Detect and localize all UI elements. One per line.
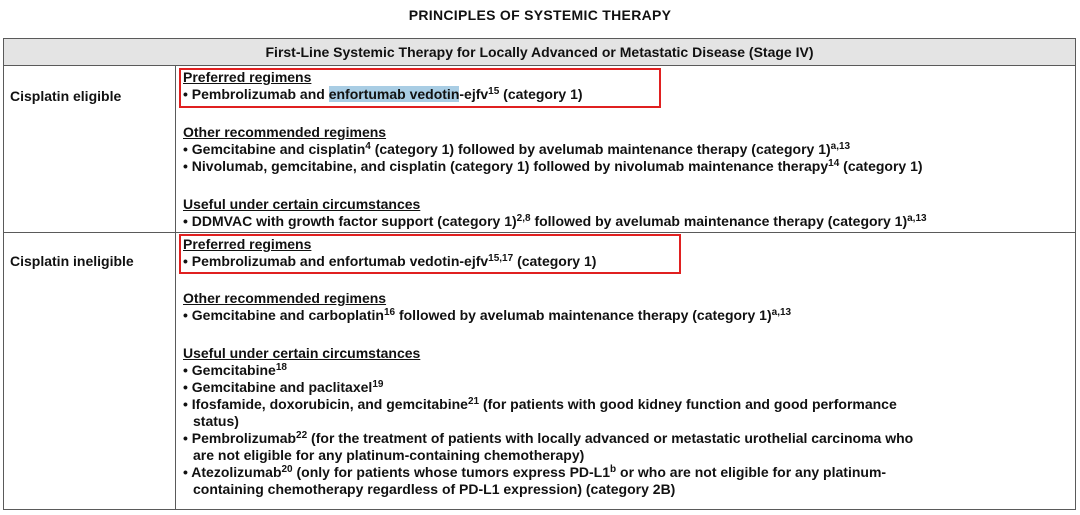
therapy-table — [3, 38, 1076, 510]
regimen-item: • Pembrolizumab and enfortumab vedotin-ejfv$^{15}$ (category 1) — [183, 86, 583, 102]
regimen-item: • Atezolizumab$^{20}$ (only for patients whose tumors express PD-L1$^b$ or who are not eligible for any platinum- — [183, 464, 887, 480]
regimen-item: • Gemcitabine and carboplatin$^{16}$ followed by avelumab maintenance therapy (category 1)$^{a,13}$ — [183, 307, 792, 323]
regimen-item: • Gemcitabine$^{18}$ — [183, 362, 287, 378]
section-heading: Other recommended regimens — [183, 290, 387, 306]
useful-circumstances-section — [183, 196, 1067, 230]
page-title: PRINCIPLES OF SYSTEMIC THERAPY — [408, 7, 672, 23]
highlighted-text[interactable]: enfortumab vedotin — [328, 86, 460, 102]
other-regimens-section — [183, 290, 1067, 324]
regimen-item: • Gemcitabine and paclitaxel$^{19}$ — [183, 379, 384, 395]
useful-circumstances-section — [183, 345, 1067, 498]
section-heading: Preferred regimens — [183, 69, 312, 85]
regimen-item-continuation: are not eligible for any platinum-containing chemotherapy) — [193, 447, 585, 463]
regimen-item: • Nivolumab, gemcitabine, and cisplatin (category 1) followed by nivolumab maintenance therapy$^{14}$ (category 1) — [183, 158, 923, 174]
section-heading: Useful under certain circumstances — [183, 345, 421, 361]
other-regimens-section — [183, 124, 1067, 175]
table-row-cisplatin-ineligible — [4, 233, 1075, 509]
regimen-item-continuation: containing chemotherapy regardless of PD-L1 expression) (category 2B) — [193, 481, 676, 497]
regimen-item-continuation: status) — [193, 413, 239, 429]
regimen-item: • Pembrolizumab and enfortumab vedotin-ejfv$^{15,17}$ (category 1) — [183, 253, 597, 269]
table-header: First-Line Systemic Therapy for Locally Advanced or Metastatic Disease (Stage IV) — [4, 39, 1075, 66]
regimen-item: • Gemcitabine and cisplatin$^4$ (category 1) followed by avelumab maintenance therapy (category 1)$^{a,13}$ — [183, 141, 851, 157]
row-label: Cisplatin ineligible — [10, 253, 134, 269]
preferred-regimens-section — [183, 69, 1067, 103]
section-heading: Other recommended regimens — [183, 124, 387, 140]
table-row-cisplatin-eligible — [4, 66, 1075, 233]
section-heading: Preferred regimens — [183, 236, 312, 252]
preferred-regimens-section — [183, 236, 1067, 270]
regimen-item: • Pembrolizumab$^{22}$ (for the treatment of patients with locally advanced or metastatic urothelial carcinoma who — [183, 430, 914, 446]
row-label-cell — [4, 233, 176, 509]
regimen-item: • Ifosfamide, doxorubicin, and gemcitabine$^{21}$ (for patients with good kidney function and good performance — [183, 396, 897, 412]
row-label-cell — [4, 66, 176, 232]
regimen-item: • DDMVAC with growth factor support (category 1)$^{2,8}$ followed by avelumab maintenance therapy (category 1)$^{a,13}$ — [183, 213, 927, 229]
row-label: Cisplatin eligible — [10, 88, 122, 104]
section-heading: Useful under certain circumstances — [183, 196, 421, 212]
